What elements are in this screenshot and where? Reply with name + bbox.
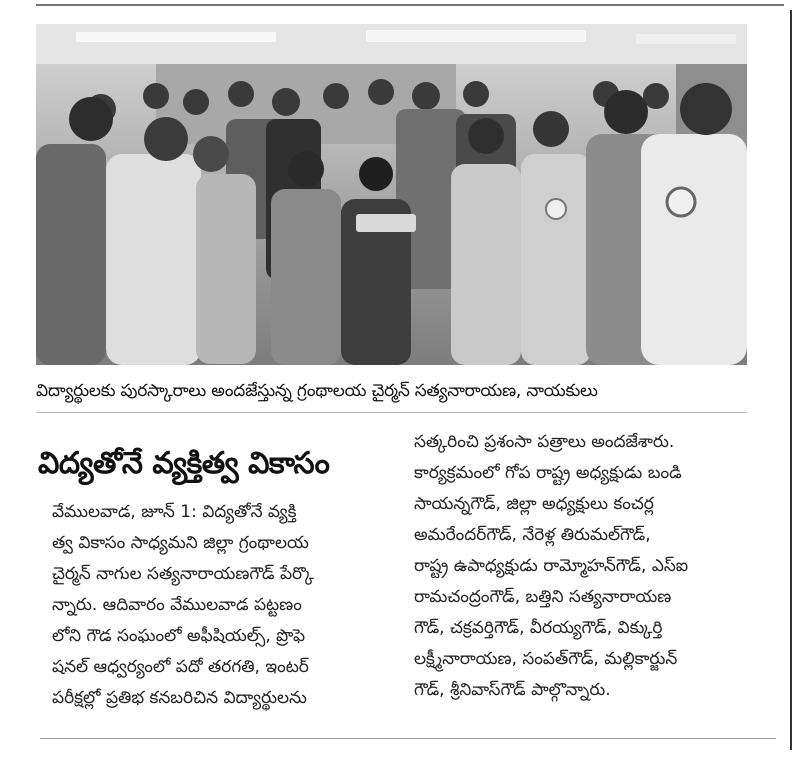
bottom-rule [40,738,776,739]
article-line: అమరేందర్‌గౌడ్, నేరెళ్ల తిరుమల్‌గౌడ్, [414,525,651,545]
article-line: సత్కరించి ప్రశంసా పత్రాలు అందజేశారు. [414,432,675,452]
article-line: లోని గౌడ సంఘంలో అఫీషియల్స్, ప్రొఫె [52,626,306,646]
article-line: న్నారు. ఆదివారం వేములవాడ పట్టణం [52,595,302,615]
article-line: చైర్మన్ నాగుల సత్యనారాయణగౌడ్ పేర్కొ [52,564,314,584]
article-line: సాయన్నగౌడ్, జిల్లా అధ్యక్షులు కంచర్ల [414,494,654,514]
caption-rule [36,412,747,413]
column-divider [790,10,792,750]
article-line: కార్యక్రమంలో గోప రాష్ట్ర అధ్యక్షుడు బండి [414,463,682,483]
article-line: గౌడ్, శ్రీనివాస్‌గౌడ్ పాల్గొన్నారు. [414,680,611,700]
article-line: రామచంద్రంగౌడ్, బత్తిని సత్యనారాయణ [414,587,672,607]
article-line: రాష్ట్ర ఉపాధ్యక్షుడు రామ్మోహన్‌గౌడ్, ఎస్ఐ [414,556,689,576]
article-line: వేములవాడ, జూన్ 1: విద్యతోనే వ్యక్తి [52,502,297,522]
article-line: త్వ వికాసం సాధ్యమని జిల్లా గ్రంథాలయ [52,533,309,553]
group-photo-illustration [36,24,747,365]
article-line: గౌడ్, చక్రవర్తిగౌడ్, వీరయ్యగౌడ్, విక్కుర్తి [414,618,663,638]
photo-caption: విద్యార్థులకు పురస్కారాలు అందజేస్తున్న గ్రంథాలయ చైర్మన్ సత్యనారాయణ, నాయకులు [36,381,598,401]
article-line: పరీక్షల్లో ప్రతిభ కనబరిచిన విద్యార్థులను [52,688,307,708]
article-column-left [52,497,382,714]
top-rule [36,4,784,6]
article-column-right [414,427,758,706]
article-headline: విద్యతోనే వ్యక్తిత్వ వికాసం [38,446,330,481]
article-line: షనల్ ఆధ్వర్యంలో పదో తరగతి, ఇంటర్ [52,657,309,677]
news-photo [36,24,747,365]
article-line: లక్ష్మీనారాయణ, సంపత్‌గౌడ్, మల్లికార్జున్ [414,649,678,669]
